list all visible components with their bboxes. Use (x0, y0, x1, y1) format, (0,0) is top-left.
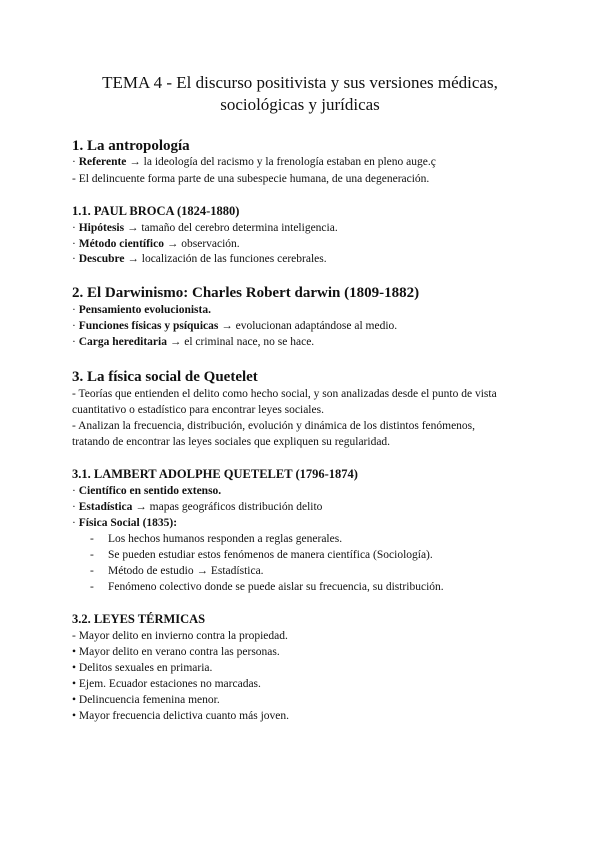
list-item: · Método científico → observación. (72, 238, 240, 250)
list-item: - Mayor delito en invierno contra la propiedad. (72, 630, 288, 642)
paragraph-line: - Teorías que entienden el delito como hecho social, y son analizadas desde el punto de vista (72, 388, 497, 400)
list-item: · Funciones físicas y psíquicas → evolucionan adaptándose al medio. (72, 320, 398, 332)
list-item: · Pensamiento evolucionista. (72, 304, 211, 316)
paragraph-line: - Analizan la frecuencia, distribución, evolución y dinámica de los distintos fenómenos, (72, 420, 476, 432)
sub-list-item: - Se pueden estudiar estos fenómenos de manera científica (Sociología). (90, 549, 433, 561)
list-item: · Estadística → mapas geográficos distribución delito (72, 501, 323, 513)
list-item: - El delincuente forma parte de una subespecie humana, de una degeneración. (72, 173, 430, 185)
title-line-2: sociológicas y jurídicas (220, 95, 380, 114)
sub-list-item: - Los hechos humanos responden a reglas generales. (90, 533, 343, 545)
heading-fisica-social: 3. La física social de Quetelet (72, 369, 258, 385)
list-item: · Carga hereditaria → el criminal nace, no se hace. (72, 336, 315, 348)
list-item: • Mayor frecuencia delictiva cuanto más joven. (72, 710, 290, 722)
list-item: • Delitos sexuales en primaria. (72, 662, 213, 674)
sub-list-item: - Método de estudio → Estadística. (90, 565, 264, 577)
title-line-1: TEMA 4 - El discurso positivista y sus versiones médicas, (102, 73, 498, 92)
list-item: · Física Social (1835): (72, 517, 178, 529)
list-item: • Mayor delito en verano contra las personas. (72, 646, 280, 658)
list-item: • Delincuencia femenina menor. (72, 694, 220, 706)
list-item: · Referente → la ideología del racismo y la frenología estaban en pleno auge.ç (72, 156, 436, 168)
list-item: · Hipótesis → tamaño del cerebro determina inteligencia. (72, 222, 338, 234)
heading-antropologia: 1. La antropología (72, 138, 190, 154)
page-title (60, 72, 540, 116)
list-item: · Científico en sentido extenso. (72, 485, 222, 497)
list-item: · Descubre → localización de las funciones cerebrales. (72, 253, 327, 265)
sub-list-item: - Fenómeno colectivo donde se puede aislar su frecuencia, su distribución. (90, 581, 444, 593)
heading-leyes-termicas: 3.2. LEYES TÉRMICAS (72, 612, 206, 626)
heading-darwinismo: 2. El Darwinismo: Charles Robert darwin (1809-1882) (72, 285, 420, 301)
paragraph-line: tratando de encontrar las leyes sociales que expliquen su regularidad. (72, 436, 391, 448)
paragraph-line: cuantitativo o estadístico para encontrar leyes sociales. (72, 404, 324, 416)
list-item: • Ejem. Ecuador estaciones no marcadas. (72, 678, 261, 690)
heading-quetelet: 3.1. LAMBERT ADOLPHE QUETELET (1796-1874) (72, 467, 358, 481)
heading-paul-broca: 1.1. PAUL BROCA (1824-1880) (72, 204, 240, 218)
